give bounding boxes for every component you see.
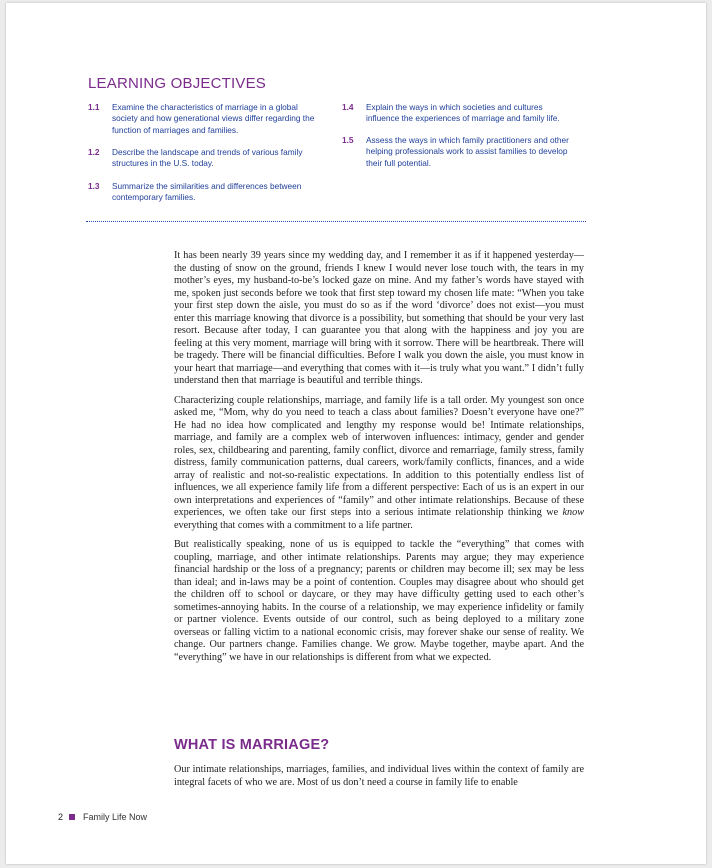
square-bullet-icon <box>69 814 75 820</box>
objective-number: 1.1 <box>88 102 100 112</box>
objective-item <box>88 181 318 204</box>
dotted-divider <box>86 221 586 222</box>
emphasis-text: know <box>562 507 584 518</box>
body-paragraph: But realistically speaking, none of us is equipped to tackle the “everything” that comes with coupling, marriage, and other intimate relationships. Parents may argue; they may experience financial hardship or the loss of a pregnancy; parents or children may become ill; sex may be less than ideal; and in-laws may be a point of contention. Couples may disagree about who should get the children off to school or daycare, or they may have difficulty getting used to each other’s sometimes-annoying habits. In the course of a relationship, we may experience infidelity or family or partner violence. Events outside of our control, such as being deployed to a military zone overseas or falling victim to a national economic crisis, may forever shake our sense of reality. We change. Our partners change. Families change. We grow. Maybe together, maybe apart. And the “everything” we have in our relationships is different from what we expected. <box>174 539 584 663</box>
objective-text: Examine the characteristics of marriage in a global society and how generational views differ regarding the function of marriages and families. <box>112 102 315 135</box>
document-page <box>6 3 706 864</box>
objective-text: Assess the ways in which family practitioners and other helping professionals work to assist families to develop their full potential. <box>366 135 569 168</box>
objective-item <box>88 102 318 136</box>
section-body-text <box>174 764 584 789</box>
book-title: Family Life Now <box>83 812 148 822</box>
objective-item <box>88 147 318 170</box>
section-heading: WHAT IS MARRIAGE? <box>174 737 330 753</box>
page-footer <box>58 812 147 822</box>
page-number: 2 <box>58 812 64 822</box>
body-paragraph: It has been nearly 39 years since my wedding day, and I remember it as if it happened yesterday—the dusting of snow on the ground, friends I knew I would never lose touch with, the tears in my mother’s eyes, my husband-to-be’s locked gaze on mine. And my father’s words have stayed with me, spoken just seconds before we took that first step toward my chosen life mate: “When you take your first step down the aisle, you must do so as if the word ‘divorce’ does not exist—you must enter this marriage knowing that divorce is a possibility, but something that should be your very last resort. Because after today, I can guarantee you that along with the happiness and joy you are feeling at this very moment, marriage will bring with it sorrow. There will be heartbreak. There will be tragedy. There will be financial difficulties. Before I walk you down the aisle, you must know in your heart that marriage—and everything that comes with it—is truly what you want.” I didn’t fully understand then that marriage is beautiful and terrible things. <box>174 250 584 386</box>
objective-number: 1.5 <box>342 135 354 145</box>
objective-text: Summarize the similarities and differences between contemporary families. <box>112 181 302 203</box>
learning-objectives-title: LEARNING OBJECTIVES <box>88 75 267 92</box>
body-text <box>174 250 584 671</box>
objective-item <box>342 102 572 125</box>
objective-text: Explain the ways in which societies and cultures influence the experiences of marriage and family life. <box>366 102 560 124</box>
objective-number: 1.2 <box>88 147 100 157</box>
paragraph-text: Characterizing couple relationships, marriage, and family life is a tall order. My youngest son once asked me, “Mom, why do you need to teach a class about families? Doesn’t everyone have one?” He had no idea how complicated and lengthy my response would be! Intimate relationships, marriage, and family are a complex web of interwoven influences: intimacy, gender and gender roles, sex, childbearing and parenting, family conflict, divorce and remarriage, family stress, family distress, family communication patterns, dual careers, work/family conflicts, finances, and a wide array of realistic and not-so-realistic expectations. In addition to this potentially endless list of influences, we all experience family life from a different perspective: Each of us is an expert in our own interpretations and experiences of “family” and other intimate relationships. Because of these experiences, we often take our first steps into a serious intimate relationship thinking we <box>174 394 584 518</box>
body-paragraph: Our intimate relationships, marriages, families, and individual lives within the context of family are integral facets of who we are. Most of us don’t need a course in family life to enable <box>174 764 584 788</box>
objective-number: 1.4 <box>342 102 354 112</box>
paragraph-text: everything that comes with a commitment to a life partner. <box>174 519 413 531</box>
body-paragraph <box>174 395 584 533</box>
objective-text: Describe the landscape and trends of various family structures in the U.S. today. <box>112 147 303 169</box>
objective-item <box>342 135 572 169</box>
objective-number: 1.3 <box>88 181 100 191</box>
